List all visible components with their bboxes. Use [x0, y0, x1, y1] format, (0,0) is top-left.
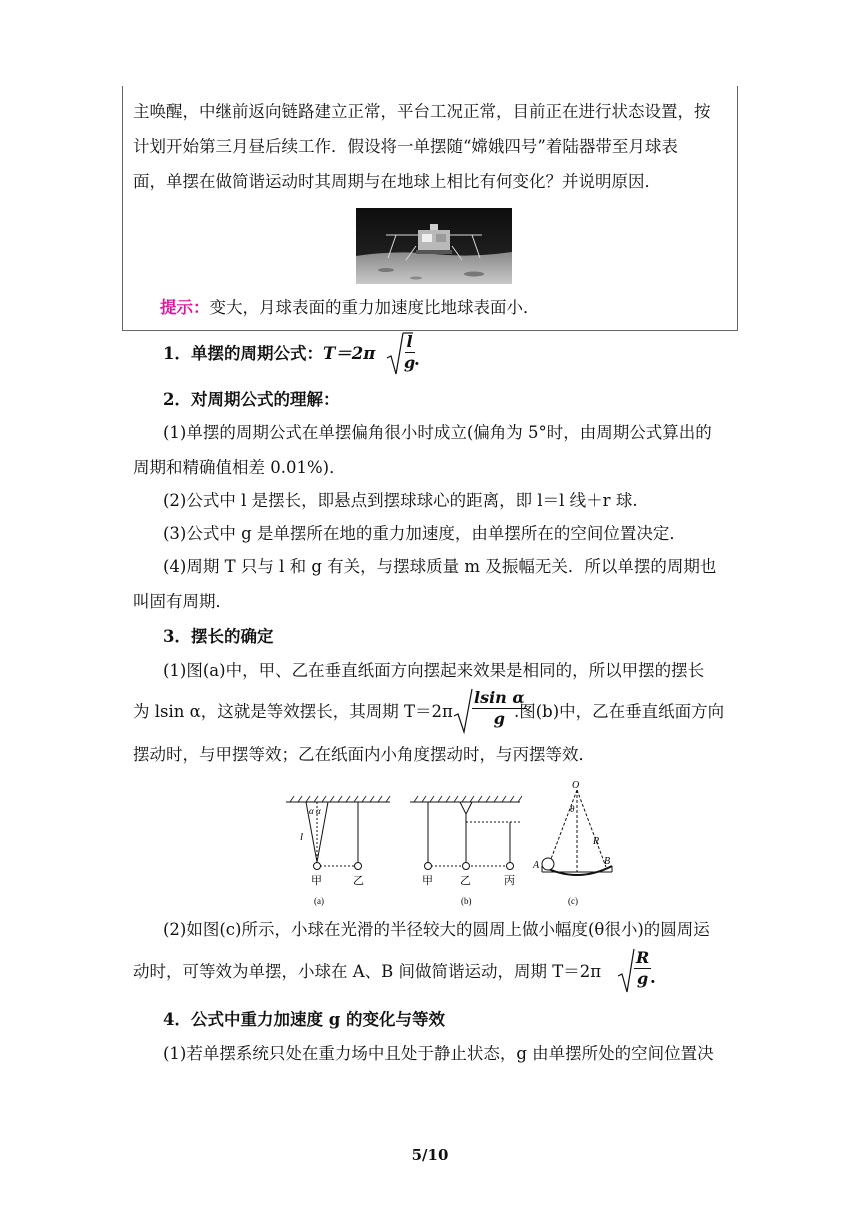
label-theta: θ: [570, 804, 575, 814]
sqrt-sign-2: [453, 688, 473, 734]
fraction-1-num: l: [406, 332, 413, 351]
label-alpha: α α: [309, 806, 321, 816]
fraction-3: [634, 948, 651, 989]
hint-text: 变大，月球表面的重力加速度比地球表面小．: [209, 298, 540, 317]
figure-b: [410, 796, 522, 870]
fraction-1-den: g: [404, 353, 416, 372]
section2-heading: 2．对周期公式的理解：: [163, 390, 340, 409]
section3-p1b-post: .图(b)中，乙在垂直纸面方向: [514, 702, 725, 721]
lander-photo: [356, 208, 512, 284]
label-O: O: [572, 780, 580, 791]
section3-p2b-pre: 动时，可等效为单摆，小球在 A、B 间做简谐运动，周期 T＝2π: [133, 962, 602, 981]
box-line-1: 主唤醒，中继前返向链路建立正常，平台工况正常，目前正在进行状态设置，按: [133, 102, 711, 121]
label-R: R: [593, 836, 600, 847]
figure-c: [542, 790, 612, 875]
sqrt-sign-3: [617, 948, 635, 994]
label-bing-b: 丙: [504, 875, 515, 887]
section2-p4b: 叫固有周期．: [133, 592, 232, 611]
hint-label: 提示：: [160, 298, 210, 317]
hint-line: [160, 296, 540, 320]
section1-end: .: [414, 350, 420, 369]
section2-p1a: (1)单摆的周期公式在单摆偏角很小时成立(偏角为 5°时，由周期公式算出的: [163, 423, 712, 442]
label-A: A: [533, 860, 540, 871]
section1-formula: T＝2π: [322, 344, 376, 363]
fraction-2-num: lsin α: [474, 688, 525, 707]
label-yi-b: 乙: [460, 875, 471, 887]
sqrt-sign-1: [386, 332, 404, 376]
label-l: l: [300, 831, 304, 843]
sqrt-overline-1: [403, 332, 413, 334]
section4-p1: (1)若单摆系统只处在重力场中且处于静止状态，g 由单摆所处的空间位置决: [163, 1044, 714, 1063]
section4-heading: 4．公式中重力加速度 g 的变化与等效: [163, 1010, 446, 1029]
caption-b: (b): [461, 896, 472, 906]
section2-p3: (3)公式中 g 是单摆所在地的重力加速度，由单摆所在的空间位置决定．: [163, 524, 686, 543]
section3-p1b-pre: 为 lsin α，这就是等效摆长，其周期 T＝2π: [133, 702, 453, 721]
box-line-3: 面，单摆在做简谐运动时其周期与在地球上相比有何变化？并说明原因．: [133, 172, 661, 191]
fraction-3-den: g: [637, 969, 649, 988]
section3-p1c: 摆动时，与甲摆等效；乙在纸面内小角度摆动时，与丙摆等效．: [133, 745, 595, 764]
pendulum-figure: [280, 776, 620, 912]
caption-a: (a): [314, 896, 324, 906]
section1-line: [163, 342, 375, 366]
section3-p2b-post: .: [650, 968, 656, 987]
section2-p1b: 周期和精确值相差 0.01%)．: [133, 458, 346, 477]
section1-label: 1．单摆的周期公式：: [163, 344, 323, 363]
label-yi-a: 乙: [353, 875, 364, 887]
section2-p2: (2)公式中 l 是摆长，即悬点到摆球球心的距离，即 l＝l 线＋r 球.: [163, 491, 638, 510]
fraction-2-den: g: [493, 709, 505, 728]
fraction-3-num: R: [636, 948, 650, 967]
label-jia-a: 甲: [311, 875, 322, 887]
caption-c: (c): [568, 896, 578, 906]
section2-p4a: (4)周期 T 只与 l 和 g 有关，与摆球质量 m 及振幅无关．所以单摆的周期也: [163, 557, 717, 576]
section3-p1a: (1)图(a)中，甲、乙在垂直纸面方向摆起来效果是相同的，所以甲摆的摆长: [163, 661, 705, 680]
page-number: 5/10: [411, 1146, 449, 1164]
section3-heading: 3．摆长的确定: [163, 627, 274, 646]
label-jia-b: 甲: [422, 875, 433, 887]
box-line-2: 计划开始第三月昼后续工作．假设将一单摆随“嫦娥四号”着陆器带至月球表: [133, 137, 678, 156]
section3-p2a: (2)如图(c)所示，小球在光滑的半径较大的圆周上做小幅度(θ很小)的圆周运: [163, 920, 710, 939]
label-B: B: [604, 856, 611, 867]
